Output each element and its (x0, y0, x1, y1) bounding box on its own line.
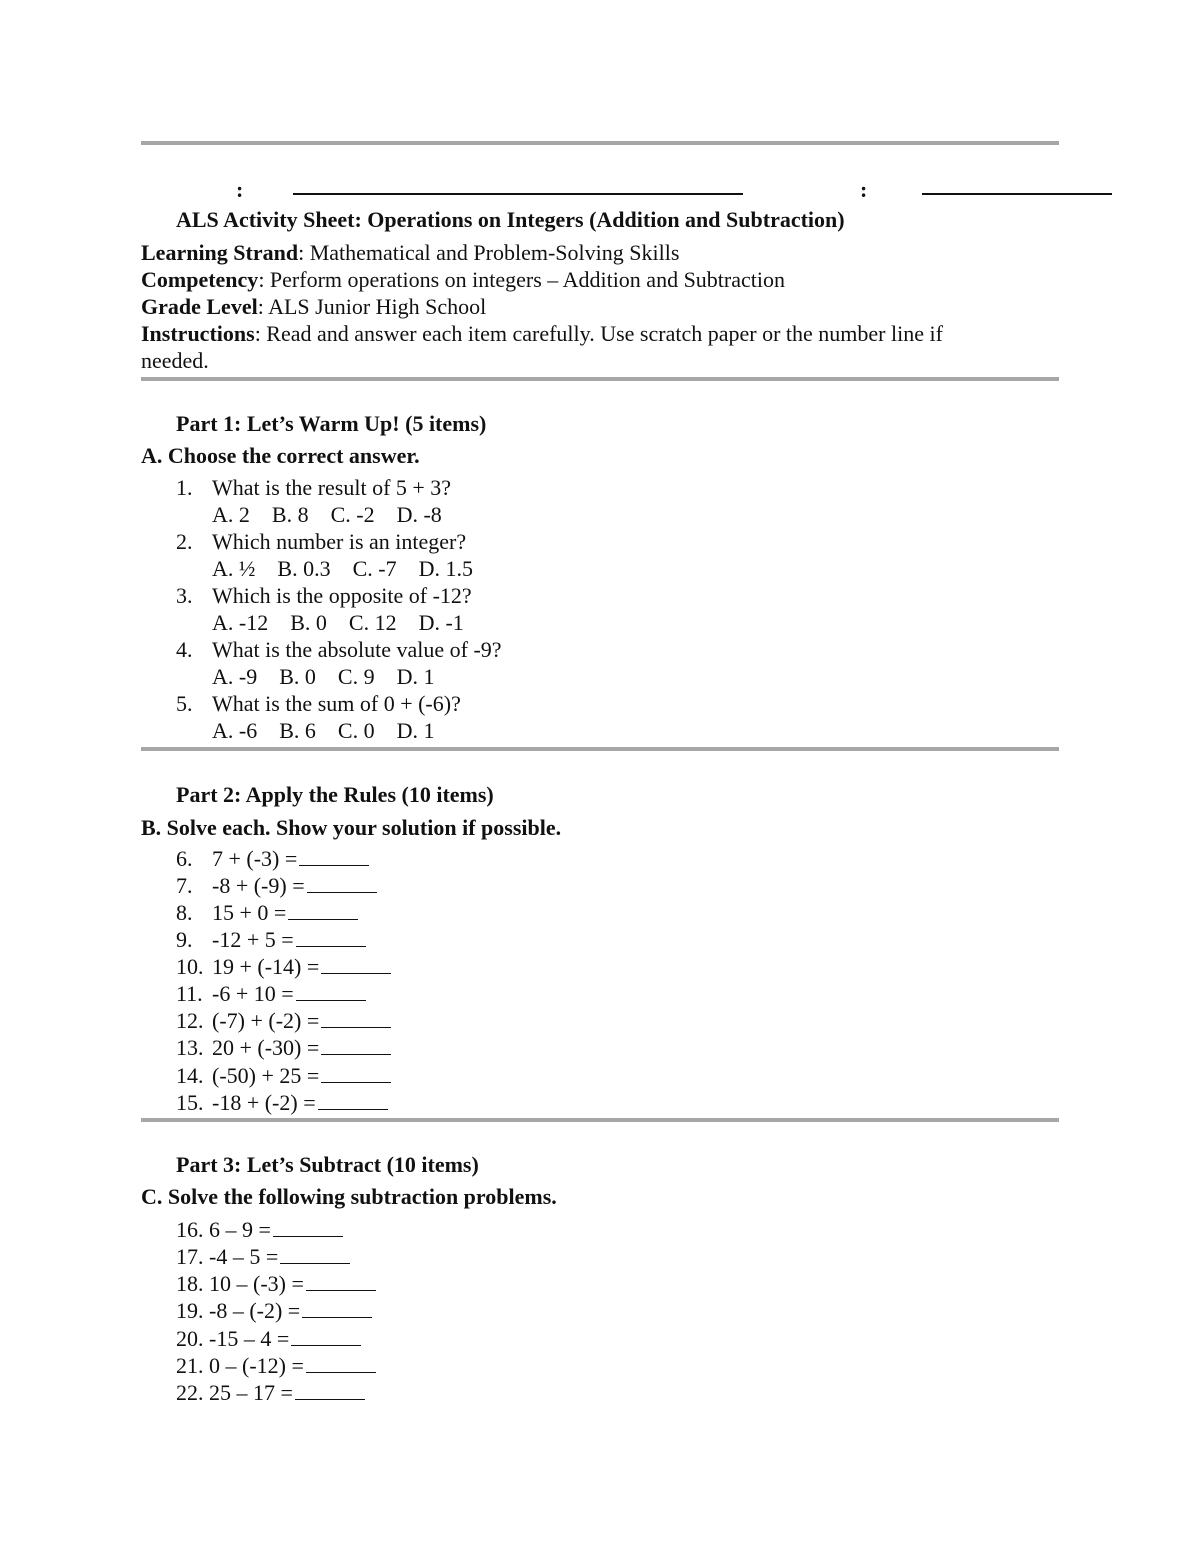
expression-text: 19 + (-14) = (212, 954, 320, 979)
problem-number: 9. (176, 927, 193, 952)
answer-blank[interactable] (280, 1245, 350, 1264)
meta-instructions (141, 321, 943, 347)
answer-blank[interactable] (288, 901, 358, 920)
problem-expression (212, 873, 377, 899)
expression-text: 7 + (-3) = (212, 846, 298, 871)
problem-row (176, 1298, 372, 1324)
question-number: 5. (176, 691, 193, 716)
meta-value: : Mathematical and Problem-Solving Skills (298, 240, 680, 265)
instructions-continued: needed. (141, 348, 209, 373)
expression-text: -8 + (-9) = (212, 873, 305, 898)
answer-blank[interactable] (307, 874, 377, 893)
date-colon: : (860, 177, 868, 202)
expression-text: -18 + (-2) = (212, 1090, 316, 1115)
problem-number: 22. (176, 1380, 204, 1405)
problem-number: 20. (176, 1326, 204, 1351)
choice-b[interactable]: B. 0.3 (277, 556, 331, 581)
choice-a[interactable]: A. -9 (212, 664, 258, 689)
name-colon: : (236, 177, 244, 202)
answer-choices (212, 556, 495, 582)
problem-row (176, 1271, 376, 1297)
answer-blank[interactable] (306, 1354, 376, 1373)
problem-expression (212, 900, 358, 926)
expression-text: -12 + 5 = (212, 927, 294, 952)
answer-blank[interactable] (296, 982, 366, 1001)
choice-a[interactable]: A. 2 (212, 502, 250, 527)
meta-label: Competency (141, 267, 259, 292)
problem-row (176, 1326, 361, 1352)
meta-label: Instructions (141, 321, 255, 346)
answer-blank[interactable] (296, 928, 366, 947)
meta-value: : ALS Junior High School (257, 294, 487, 319)
expression-text: 15 + 0 = (212, 900, 287, 925)
problem-number: 11. (176, 981, 203, 1006)
expression-text: 10 – (-3) = (209, 1271, 304, 1296)
expression-text: -8 – (-2) = (209, 1298, 301, 1323)
expression-text: -15 – 4 = (209, 1326, 290, 1351)
meta-value: : Read and answer each item carefully. Use scratch paper or the number line if (254, 321, 943, 346)
answer-blank[interactable] (291, 1327, 361, 1346)
choice-b[interactable]: B. 0 (279, 664, 316, 689)
choice-b[interactable]: B. 0 (290, 610, 327, 635)
part1-subheading: A. Choose the correct answer. (141, 443, 420, 468)
problem-row (176, 1353, 376, 1379)
part3-heading: Part 3: Let’s Subtract (10 items) (176, 1152, 479, 1177)
choice-c[interactable]: C. 9 (337, 664, 375, 689)
meta-grade-level (141, 294, 486, 320)
problem-number: 10. (176, 954, 204, 979)
expression-text: 25 – 17 = (209, 1380, 293, 1405)
expression-text: -4 – 5 = (209, 1244, 279, 1269)
problem-number: 15. (176, 1090, 204, 1115)
choice-d[interactable]: D. -1 (418, 610, 464, 635)
answer-choices (212, 610, 486, 636)
problem-number: 16. (176, 1217, 204, 1242)
question-number: 3. (176, 583, 193, 608)
problem-number: 17. (176, 1244, 204, 1269)
question-text: Which is the opposite of -12? (212, 583, 472, 608)
meta-label: Grade Level (141, 294, 258, 319)
question-number: 2. (176, 529, 193, 554)
choice-b[interactable]: B. 8 (271, 502, 309, 527)
meta-label: Learning Strand (141, 240, 299, 265)
question-text: What is the absolute value of -9? (212, 637, 502, 662)
question-number: 1. (176, 475, 193, 500)
problem-row (176, 1217, 343, 1243)
problem-number: 12. (176, 1008, 204, 1033)
choice-c[interactable]: C. 12 (348, 610, 397, 635)
meta-value: : Perform operations on integers – Addition and Subtraction (258, 267, 786, 292)
answer-blank[interactable] (318, 1091, 388, 1110)
answer-choices (212, 718, 456, 744)
answer-blank[interactable] (295, 1381, 365, 1400)
answer-blank[interactable] (299, 847, 369, 866)
answer-blank[interactable] (321, 955, 391, 974)
name-blank-line[interactable] (293, 193, 743, 195)
problem-row (176, 1244, 350, 1270)
choice-a[interactable]: A. -12 (212, 610, 269, 635)
problem-expression (212, 954, 391, 980)
choice-b[interactable]: B. 6 (279, 718, 316, 743)
expression-text: -6 + 10 = (212, 981, 294, 1006)
problem-number: 18. (176, 1271, 204, 1296)
question-text: What is the result of 5 + 3? (212, 475, 452, 500)
top-divider (141, 141, 1059, 145)
part2-subheading: B. Solve each. Show your solution if possible. (141, 815, 562, 840)
answer-blank[interactable] (306, 1272, 376, 1291)
answer-choices (212, 502, 464, 528)
problem-number: 7. (176, 873, 193, 898)
answer-blank[interactable] (302, 1299, 372, 1318)
problem-number: 13. (176, 1035, 204, 1060)
choice-a[interactable]: A. ½ (212, 556, 256, 581)
expression-text: 20 + (-30) = (212, 1035, 320, 1060)
answer-blank[interactable] (321, 1009, 391, 1028)
problem-row (176, 1380, 365, 1406)
meta-competency (141, 267, 785, 293)
expression-text: (-7) + (-2) = (212, 1008, 320, 1033)
problem-expression (212, 927, 366, 953)
problem-number: 14. (176, 1063, 204, 1088)
problem-expression (212, 846, 369, 872)
expression-text: (-50) + 25 = (212, 1063, 320, 1088)
problem-expression (212, 1090, 388, 1116)
problem-expression (212, 1008, 391, 1034)
question-text: Which number is an integer? (212, 529, 467, 554)
problem-expression (212, 1035, 391, 1061)
answer-blank[interactable] (321, 1036, 391, 1055)
problem-expression (212, 1063, 391, 1089)
problem-expression (212, 981, 366, 1007)
problem-number: 21. (176, 1353, 204, 1378)
answer-blank[interactable] (321, 1064, 391, 1083)
question-text: What is the sum of 0 + (-6)? (212, 691, 461, 716)
divider-after-part2 (141, 1118, 1059, 1122)
date-blank-line[interactable] (922, 193, 1112, 195)
choice-d[interactable]: D. -8 (396, 502, 442, 527)
question-number: 4. (176, 637, 193, 662)
answer-blank[interactable] (273, 1218, 343, 1237)
divider-after-part1 (141, 747, 1059, 751)
expression-text: 0 – (-12) = (209, 1353, 304, 1378)
choice-d[interactable]: D. 1 (396, 718, 435, 743)
choice-d[interactable]: D. 1 (396, 664, 435, 689)
problem-number: 8. (176, 900, 193, 925)
meta-learning-strand (141, 240, 679, 266)
answer-choices (212, 664, 456, 690)
part2-heading: Part 2: Apply the Rules (10 items) (176, 782, 494, 807)
choice-a[interactable]: A. -6 (212, 718, 258, 743)
choice-c[interactable]: C. -7 (352, 556, 397, 581)
choice-d[interactable]: D. 1.5 (418, 556, 473, 581)
sheet-title: ALS Activity Sheet: Operations on Integers (Addition and Subtraction) (176, 207, 845, 232)
part3-subheading: C. Solve the following subtraction problems. (141, 1184, 557, 1209)
problem-number: 6. (176, 846, 193, 871)
part1-heading: Part 1: Let’s Warm Up! (5 items) (176, 411, 487, 436)
divider-after-header (141, 377, 1059, 381)
choice-c[interactable]: C. -2 (330, 502, 375, 527)
choice-c[interactable]: C. 0 (337, 718, 375, 743)
expression-text: 6 – 9 = (209, 1217, 271, 1242)
problem-number: 19. (176, 1298, 204, 1323)
